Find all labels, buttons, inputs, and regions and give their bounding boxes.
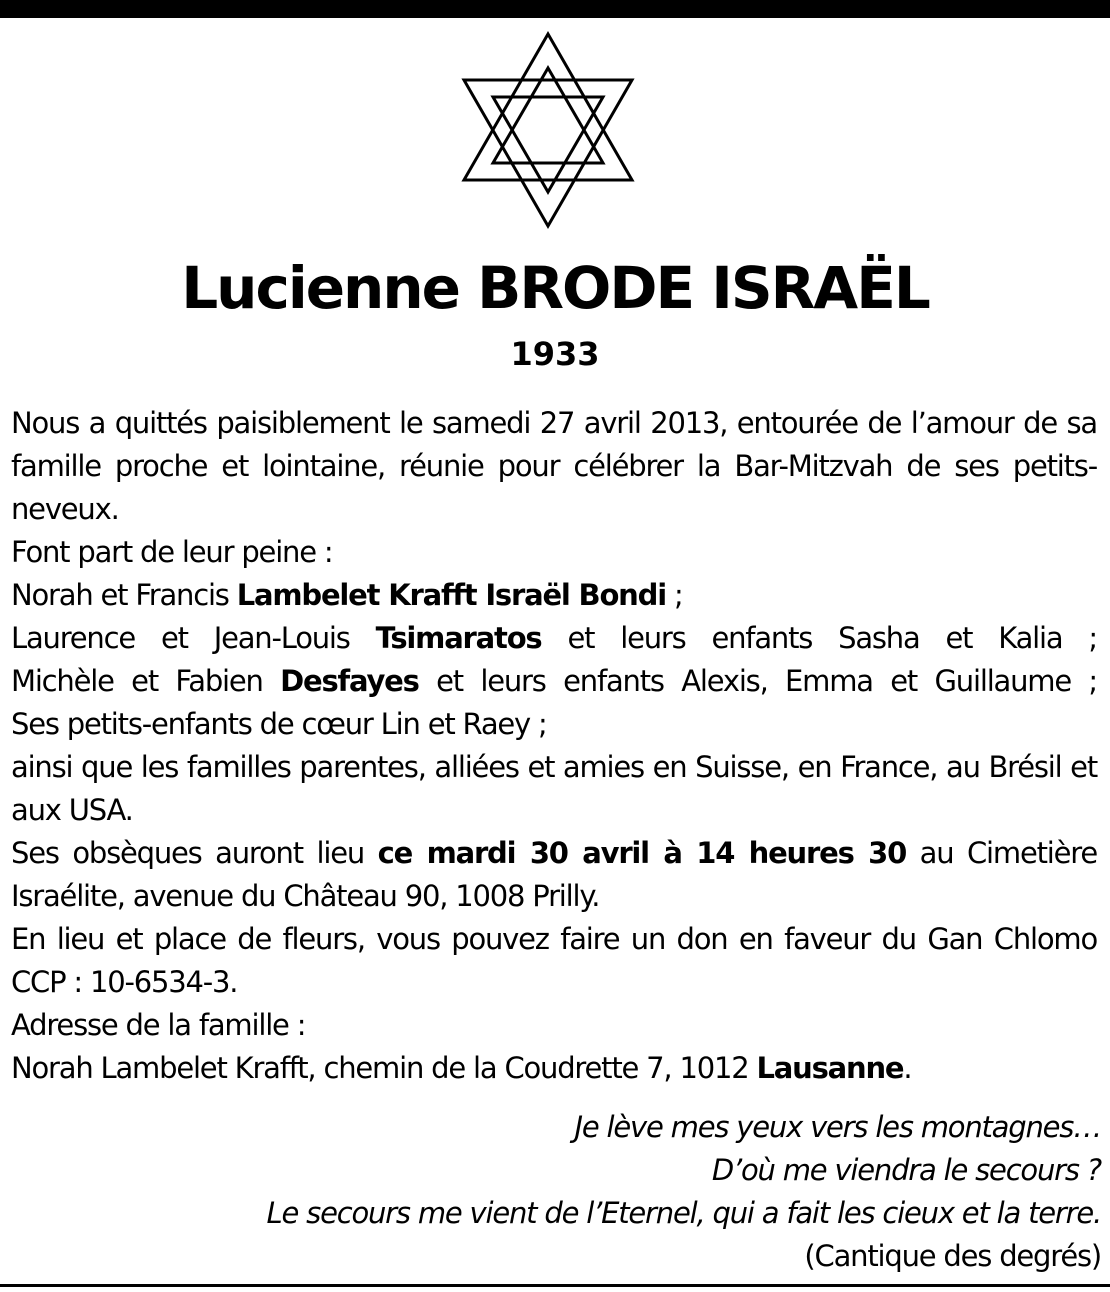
city-name: Lausanne — [756, 1051, 904, 1085]
family-name: Lambelet Krafft Israël Bondi — [236, 578, 666, 612]
mourner-line: Laurence et Jean-Louis Tsimaratos et leurs enfants Sasha et Kalia ; — [11, 621, 1097, 655]
announcement-paragraph: Nous a quittés paisiblement le samedi 27 avril 2013, entourée de l’amour de sa famille proche et lointaine, réunie pour célébrer la Bar-Mitzvah de ses petits-neveux. — [11, 406, 1097, 526]
top-border — [0, 0, 1110, 18]
mourner-line: Ses petits-enfants de cœur Lin et Raey ; — [11, 707, 547, 741]
mourner-line: Norah et Francis Lambelet Krafft Israël Bondi ; — [11, 578, 683, 612]
extended-family-line: ainsi que les familles parentes, alliées et amies en Suisse, en France, au Brésil et aux USA. — [11, 750, 1097, 827]
verse-source: (Cantique des degrés) — [804, 1239, 1101, 1273]
mourners-intro: Font part de leur peine : — [11, 535, 333, 569]
verse-line: D’où me viendra le secours ? — [711, 1153, 1101, 1187]
notice-body — [11, 402, 1097, 1090]
closing-verse — [11, 1106, 1101, 1278]
deceased-name: Lucienne BRODE ISRAËL — [181, 254, 929, 322]
address-label: Adresse de la famille : — [11, 1008, 306, 1042]
family-address: Norah Lambelet Krafft, chemin de la Coudrette 7, 1012 Lausanne. — [11, 1051, 912, 1085]
donation-note: En lieu et place de fleurs, vous pouvez faire un don en faveur du Gan Chlomo CCP : 10-6534-3. — [11, 922, 1097, 999]
star-of-david-icon — [460, 30, 636, 230]
funeral-details: Ses obsèques auront lieu ce mardi 30 avril à 14 heures 30 au Cimetière Israélite, avenue du Château 90, 1008 Prilly. — [11, 836, 1097, 913]
funeral-date: ce mardi 30 avril à 14 heures 30 — [377, 836, 907, 870]
verse-line: Le secours me vient de l’Eternel, qui a fait les cieux et la terre. — [266, 1196, 1101, 1230]
verse-line: Je lève mes yeux vers les montagnes… — [574, 1110, 1101, 1144]
bottom-border — [0, 1284, 1110, 1287]
mourner-line: Michèle et Fabien Desfayes et leurs enfants Alexis, Emma et Guillaume ; — [11, 664, 1097, 698]
family-name: Desfayes — [280, 664, 419, 698]
family-name: Tsimaratos — [375, 621, 542, 655]
birth-year: 1933 — [510, 335, 600, 373]
